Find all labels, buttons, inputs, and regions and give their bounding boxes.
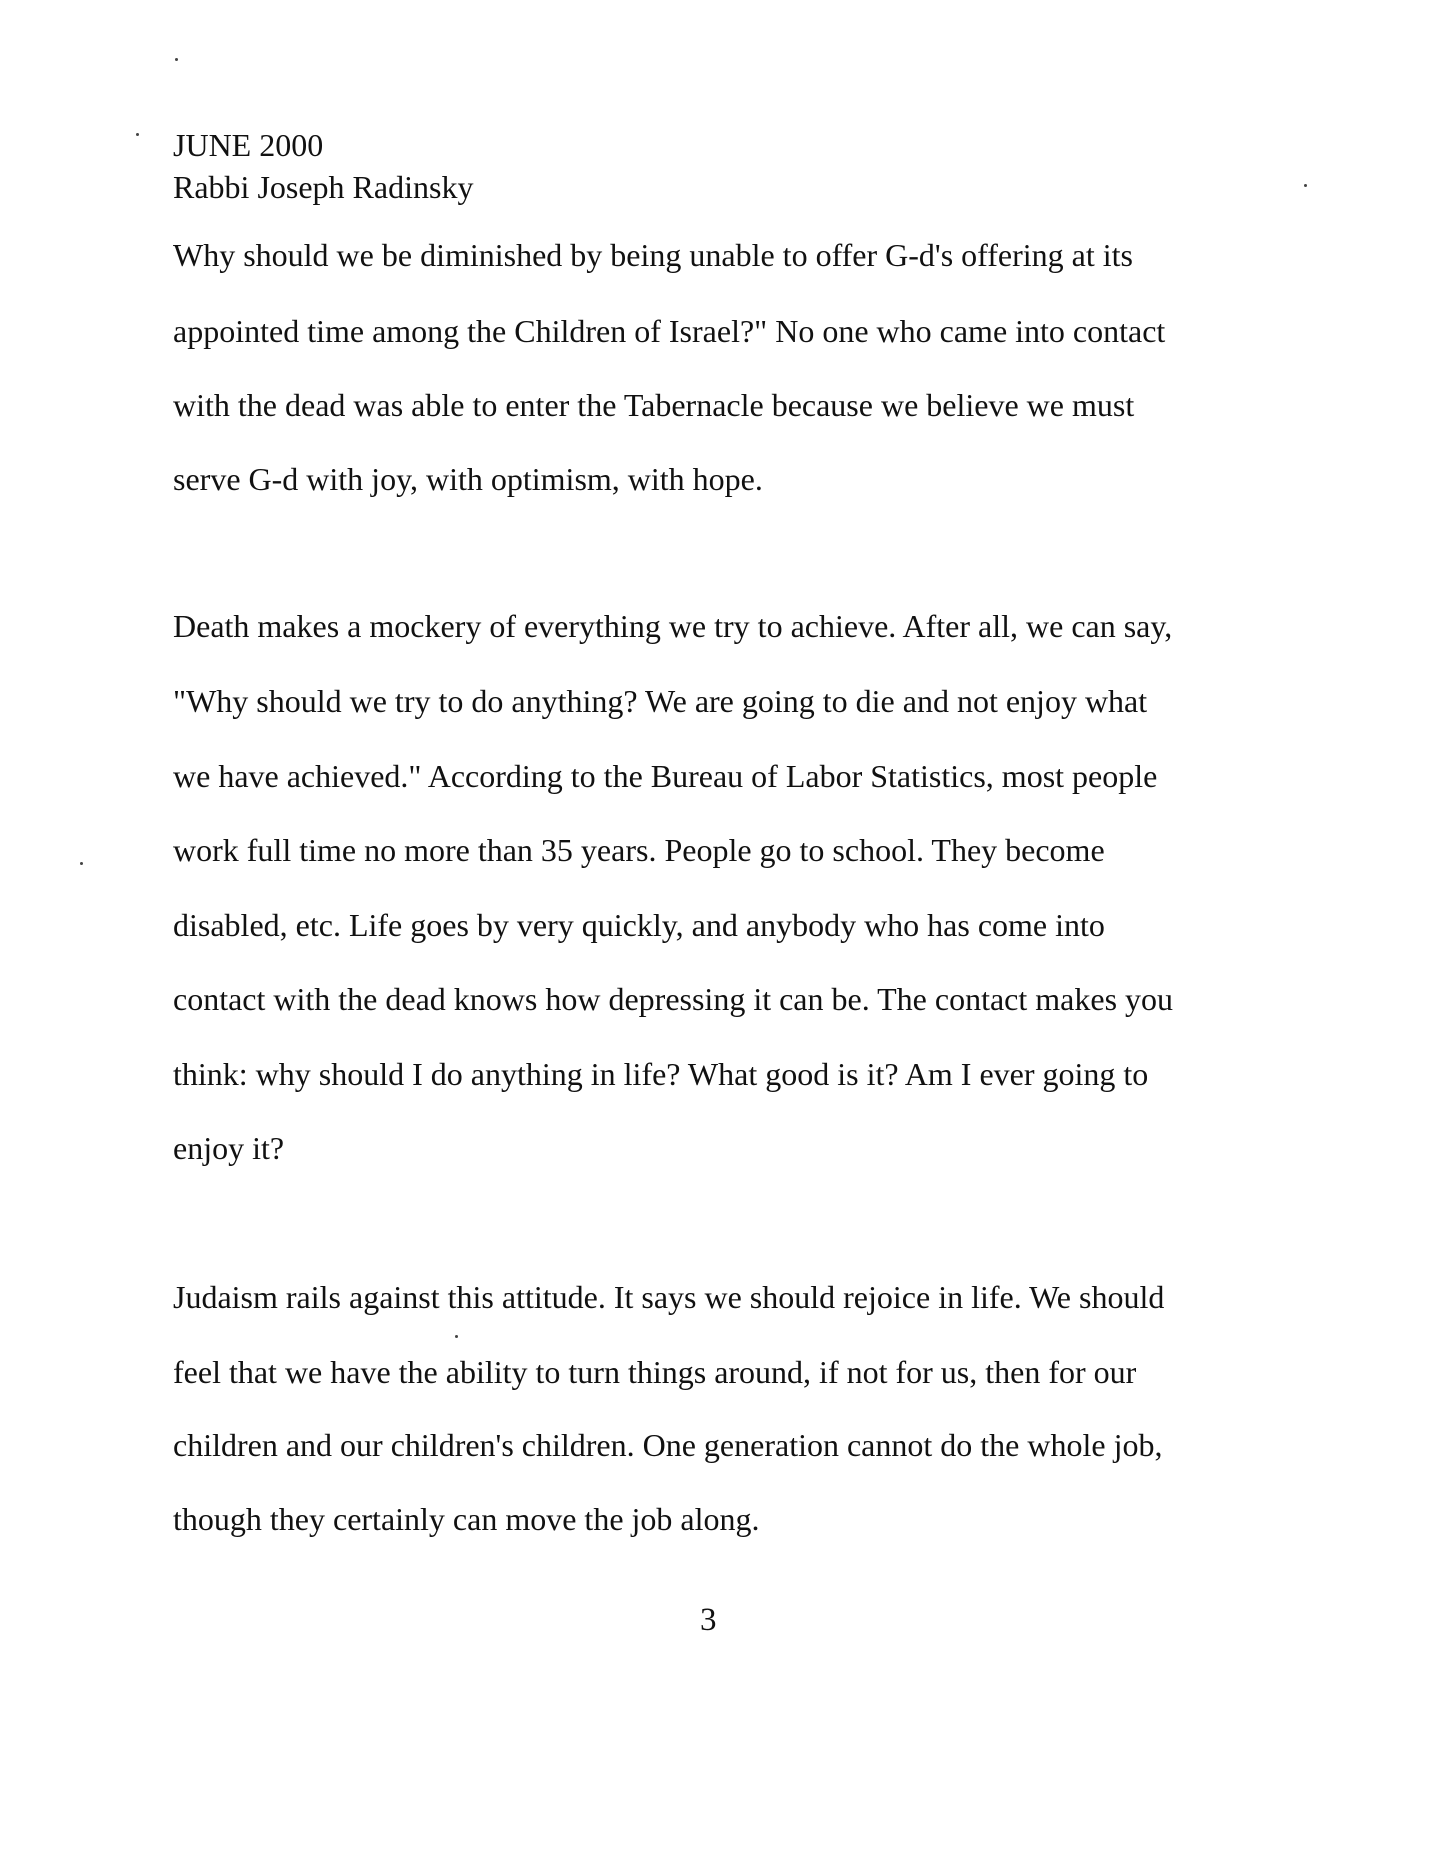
page-number: 3	[700, 1602, 717, 1638]
paragraph-2-line-2: "Why should we try to do anything? We are going to die and not enjoy what	[173, 683, 1148, 719]
paragraph-1-line-1: Why should we be diminished by being unable to offer G-d's offering at its	[173, 237, 1133, 273]
paragraph-2-line-5: disabled, etc. Life goes by very quickly, and anybody who has come into	[173, 907, 1105, 943]
paragraph-1-line-3: with the dead was able to enter the Tabernacle because we believe we must	[173, 387, 1135, 423]
scan-speck	[1304, 184, 1307, 187]
header-author: Rabbi Joseph Radinsky	[173, 169, 474, 205]
paragraph-3-line-1: Judaism rails against this attitude. It says we should rejoice in life. We should	[173, 1279, 1165, 1315]
paragraph-3-line-2: feel that we have the ability to turn things around, if not for us, then for our	[173, 1354, 1137, 1390]
paragraph-3-line-4: though they certainly can move the job along.	[173, 1501, 760, 1537]
scan-speck	[175, 58, 178, 61]
header-date: JUNE 2000	[173, 127, 324, 163]
paragraph-2-line-1: Death makes a mockery of everything we try to achieve. After all, we can say,	[173, 608, 1173, 644]
paragraph-3-line-3: children and our children's children. One generation cannot do the whole job,	[173, 1427, 1163, 1463]
paragraph-2-line-7: think: why should I do anything in life? What good is it? Am I ever going to	[173, 1056, 1149, 1092]
scan-speck	[455, 1335, 458, 1338]
paragraph-2-line-3: we have achieved." According to the Bureau of Labor Statistics, most people	[173, 758, 1158, 794]
document-header	[173, 124, 473, 208]
paragraph-1-line-2: appointed time among the Children of Israel?" No one who came into contact	[173, 313, 1166, 349]
paragraph-2-line-4: work full time no more than 35 years. People go to school. They become	[173, 832, 1105, 868]
paragraph-1-line-4: serve G-d with joy, with optimism, with hope.	[173, 461, 763, 497]
paragraph-2-line-8: enjoy it?	[173, 1130, 285, 1166]
scan-speck	[136, 133, 139, 136]
paragraph-2-line-6: contact with the dead knows how depressing it can be. The contact makes you	[173, 981, 1174, 1017]
scan-speck	[80, 862, 83, 865]
